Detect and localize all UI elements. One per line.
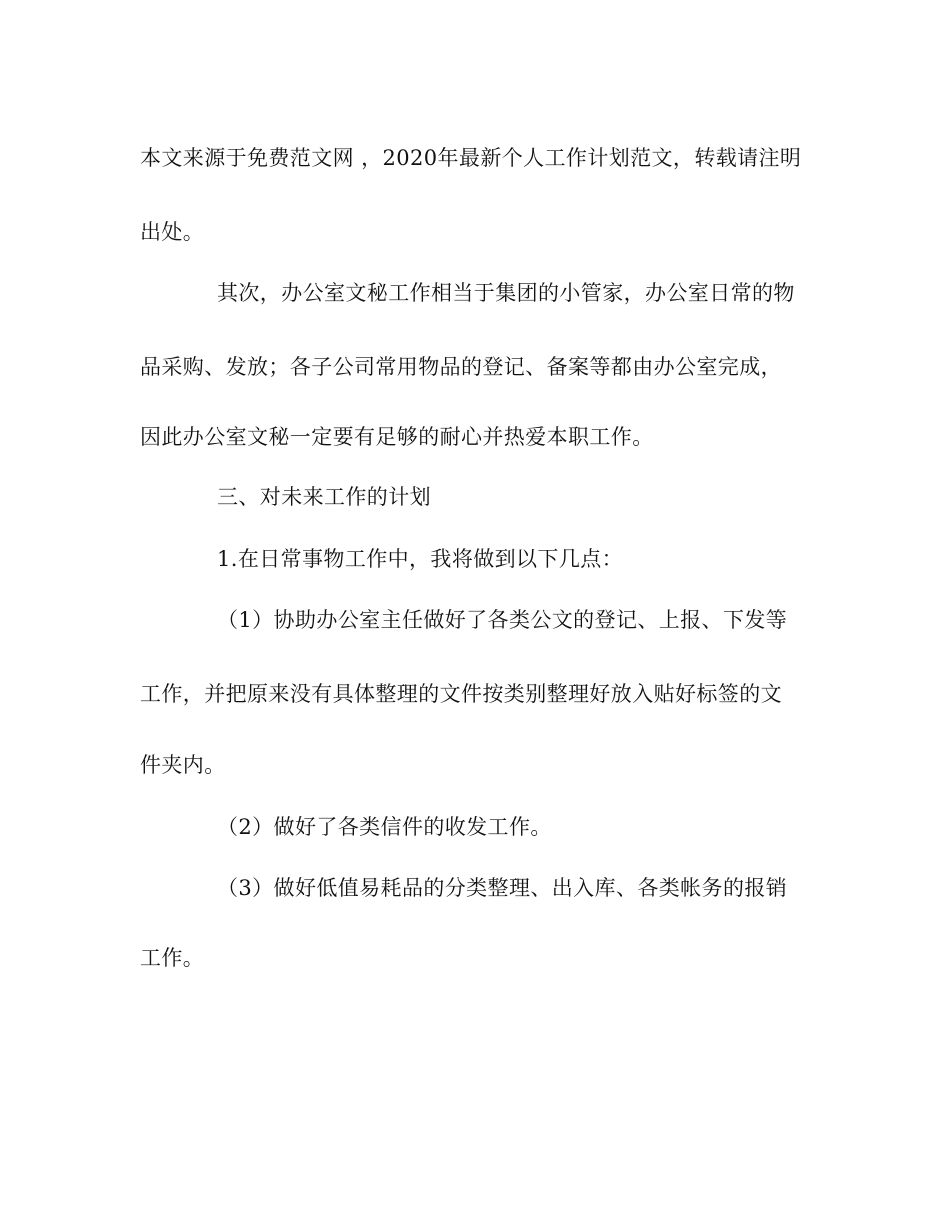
list-item-2: （2）做好了各类信件的收发工作。 [217, 815, 552, 839]
paragraph-2-line-1: 其次，办公室文秘工作相当于集团的小管家，办公室日常的物 [217, 281, 795, 305]
paragraph-2-line-3: 因此办公室文秘一定要有足够的耐心并热爱本职工作。 [140, 425, 654, 449]
list-item-1-line-3: 件夹内。 [140, 753, 226, 777]
list-item-3-line-2: 工作。 [140, 946, 205, 970]
paragraph-1-line-2: 出处。 [140, 220, 205, 244]
section-heading: 三、对未来工作的计划 [217, 485, 431, 509]
paragraph-2-line-2: 品采购、发放；各子公司常用物品的登记、备案等都由办公室完成， [140, 355, 782, 379]
paragraph-1-line-1: 本文来源于免费范文网 ，2020年最新个人工作计划范文，转载请注明 [140, 146, 802, 170]
list-item-1-line-1: （1）协助办公室主任做好了各类公文的登记、上报、下发等 [217, 608, 788, 632]
list-item-1-line-2: 工作，并把原来没有具体整理的文件按类别整理好放入贴好标签的文 [140, 682, 782, 706]
list-item-3-line-1: （3）做好低值易耗品的分类整理、出入库、各类帐务的报销 [217, 876, 788, 900]
list-intro: 1.在日常事物工作中，我将做到以下几点： [217, 547, 624, 571]
